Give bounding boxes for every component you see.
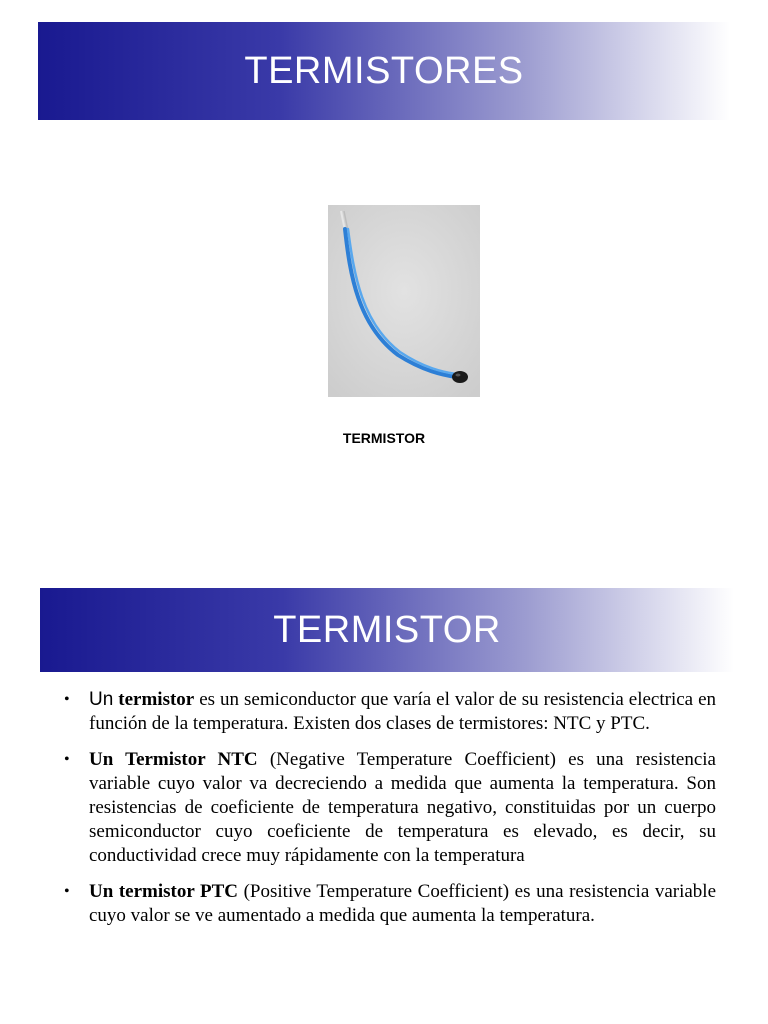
photo-caption: TERMISTOR	[342, 430, 426, 446]
bullet-text: es un semiconductor que varía el valor de su resistencia electrica en función de la temperatura. Existen dos clases de termistores: NTC y PTC.	[89, 689, 717, 734]
slide1-title-banner	[38, 22, 730, 120]
slide2-title: TERMISTOR	[273, 608, 501, 651]
bullet-item	[64, 880, 716, 928]
slide1-title: TERMISTORES	[244, 49, 524, 92]
bullet-icon: •	[64, 751, 70, 768]
bullet-text: (Positive Temperature Coefficient) es una resistencia variable cuyo valor se ve aumentado a medida que aumenta la temperatura.	[89, 881, 717, 926]
bullet-term: Un Termistor NTC	[89, 749, 258, 770]
slide2-title-banner	[40, 588, 734, 672]
bullet-term: termistor	[118, 689, 195, 710]
bullet-text: (Negative Temperature Coefficient) es una resistencia variable cuyo valor va decreciendo a medida que aumenta la temperatura. Son resistencias de coeficiente de temperatura negativo, constituidas por un cuerpo semiconductor cuyo coeficiente de temperatura es elevado, es decir, su conductividad crece muy rápidamente con la temperatura	[89, 749, 716, 866]
thermistor-photo	[328, 205, 480, 397]
bullet-item	[64, 688, 716, 736]
bullet-term: Un termistor PTC	[89, 881, 239, 902]
bullet-icon: •	[64, 883, 70, 900]
bullet-item	[64, 748, 716, 868]
bullet-icon: •	[64, 691, 70, 708]
definition-list	[64, 688, 716, 940]
bullet-lead: Un	[89, 689, 114, 710]
